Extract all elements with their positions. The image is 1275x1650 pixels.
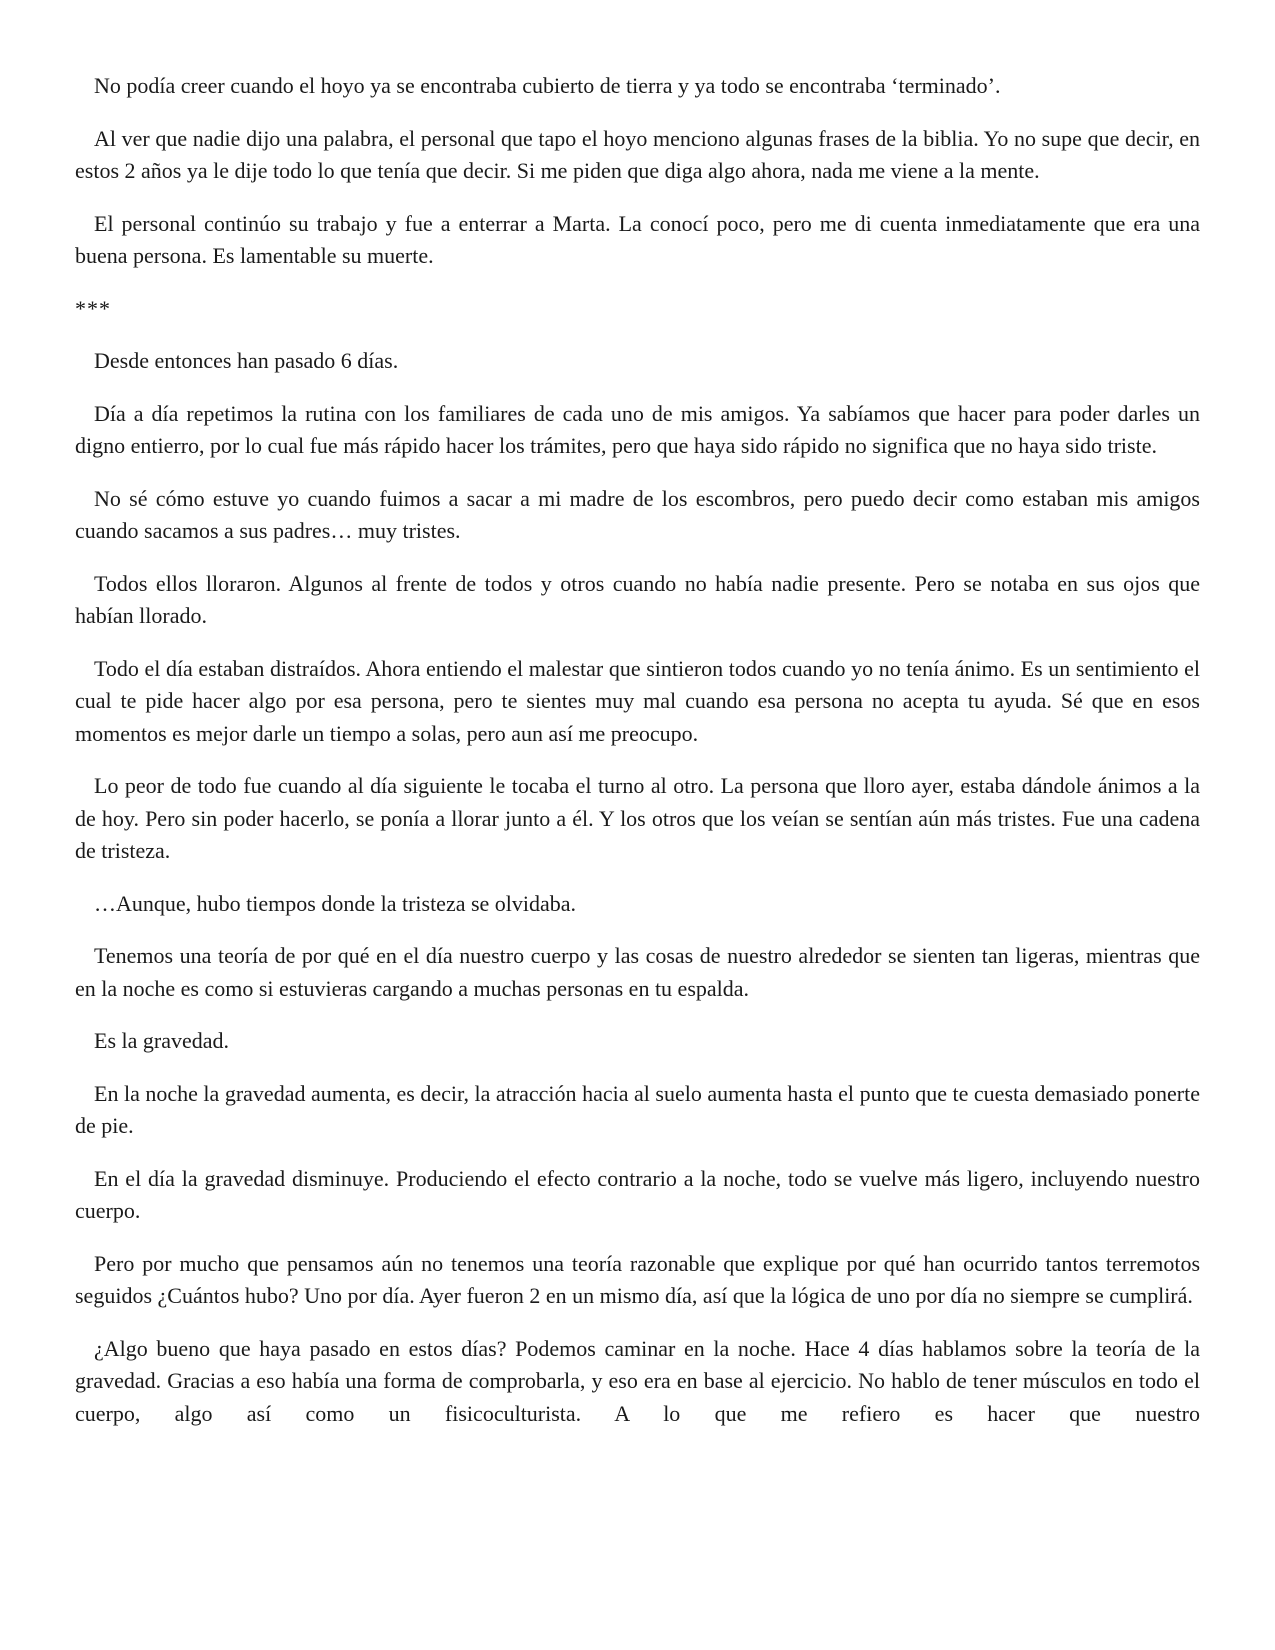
paragraph: …Aunque, hubo tiempos donde la tristeza se olvidaba. [94,890,577,916]
paragraph: Lo peor de todo fue cuando al día siguiente le tocaba el turno al otro. La persona que lloro ayer, estaba dándole ánimos a la de hoy. Pero sin poder hacerlo, se ponía a llorar junto a él. Y los otros que los veían se sentían aún más tristes. Fue una cadena de tristeza. [75,773,1200,863]
paragraph: No sé cómo estuve yo cuando fuimos a sacar a mi madre de los escombros, pero puedo decir como estaban mis amigos cuando sacamos a sus padres… muy tristes. [75,485,1200,543]
paragraph: Es la gravedad. [94,1028,229,1053]
paragraph: Tenemos una teoría de por qué en el día nuestro cuerpo y las cosas de nuestro alrededor se sienten tan ligeras, mientras que en la noche es como si estuvieras cargando a muchas personas en tu espalda. [75,943,1200,1001]
paragraph: El personal continúo su trabajo y fue a enterrar a Marta. La conocí poco, pero me di cuenta inmediatamente que era una buena persona. Es lamentable su muerte. [75,210,1200,268]
paragraph: Día a día repetimos la rutina con los familiares de cada uno de mis amigos. Ya sabíamos que hacer para poder darles un digno entierro, por lo cual fue más rápido hacer los trámites, pero que haya sido rápido no significa que no haya sido triste. [75,400,1200,458]
paragraph: ¿Algo bueno que haya pasado en estos días? Podemos caminar en la noche. Hace 4 días hablamos sobre la teoría de la gravedad. Gracias a eso había una forma de comprobarla, y eso era en base al ejercicio. No hablo de tener músculos en todo el cuerpo, algo así como un fisicoculturista. A lo que me refiero es hacer que nuestro [75,1335,1200,1426]
paragraph: No podía creer cuando el hoyo ya se encontraba cubierto de tierra y ya todo se encontraba ‘terminado’. [94,73,1001,98]
paragraph: En la noche la gravedad aumenta, es decir, la atracción hacia al suelo aumenta hasta el punto que te cuesta demasiado ponerte de pie. [75,1080,1200,1138]
paragraph: Desde entonces han pasado 6 días. [94,348,399,373]
paragraph: Pero por mucho que pensamos aún no tenemos una teoría razonable que explique por qué han ocurrido tantos terremotos seguidos ¿Cuántos hubo? Uno por día. Ayer fueron 2 en un mismo día, así que la lógica de uno por día no siempre se cumplirá. [75,1250,1200,1308]
paragraph: Todos ellos lloraron. Algunos al frente de todos y otros cuando no había nadie presente. Pero se notaba en sus ojos que habían llorado. [75,570,1200,628]
paragraph: En el día la gravedad disminuye. Produciendo el efecto contrario a la noche, todo se vuelve más ligero, incluyendo nuestro cuerpo. [75,1165,1200,1223]
section-separator: *** [75,295,111,321]
paragraph: Todo el día estaban distraídos. Ahora entiendo el malestar que sintieron todos cuando yo no tenía ánimo. Es un sentimiento el cual te pide hacer algo por esa persona, pero te sientes muy mal cuando esa persona no acepta tu ayuda. Sé que en esos momentos es mejor darle un tiempo a solas, pero aun así me preocupo. [75,655,1200,746]
paragraph: Al ver que nadie dijo una palabra, el personal que tapo el hoyo menciono algunas frases de la biblia. Yo no supe que decir, en estos 2 años ya le dije todo lo que tenía que decir. Si me piden que diga algo ahora, nada me viene a la mente. [75,125,1200,183]
